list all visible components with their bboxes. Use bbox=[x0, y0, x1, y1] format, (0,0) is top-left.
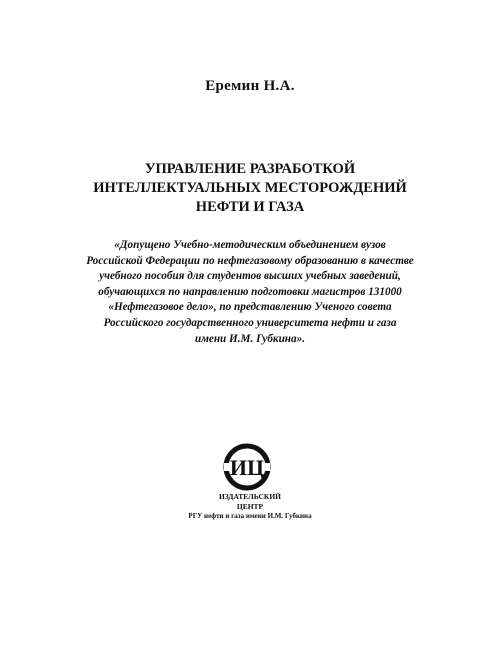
book-title bbox=[0, 160, 500, 217]
author-name: Еремин Н.А. bbox=[205, 78, 295, 94]
publisher-university: РГУ нефти и газа имени И.М. Губкина bbox=[188, 512, 312, 520]
title-line: НЕФТИ И ГАЗА bbox=[195, 199, 305, 215]
approval-line: Российского государственного университета нефти и газа bbox=[103, 316, 397, 329]
approval-line: Российской Федерации по нефтегазовому образованию в качестве bbox=[86, 254, 414, 267]
publisher-logo-icon bbox=[222, 442, 272, 492]
approval-statement bbox=[0, 238, 500, 347]
approval-line: «Нефтегазовое дело», по представлению Ученого совета bbox=[108, 301, 392, 314]
publisher-block bbox=[0, 492, 500, 522]
publisher-line: ИЗДАТЕЛЬСКИЙ bbox=[218, 492, 282, 501]
publisher-logo-graphic bbox=[222, 442, 272, 492]
title-line: ИНТЕЛЛЕКТУАЛЬНЫХ МЕСТОРОЖДЕНИЙ bbox=[93, 180, 407, 196]
approval-line: «Допущено Учебно-методическим объединением вузов bbox=[114, 239, 386, 251]
title-line: УПРАВЛЕНИЕ РАЗРАБОТКОЙ bbox=[144, 161, 356, 177]
logo-letters: ИЦ bbox=[229, 455, 265, 480]
approval-line: учебного пособия для студентов высших учебных заведений, bbox=[99, 270, 401, 283]
approval-line: имени И.М. Губкина». bbox=[194, 332, 306, 345]
publisher-line: ЦЕНТР bbox=[236, 501, 264, 511]
approval-line: обучающихся по направлению подготовки магистров 131000 bbox=[98, 285, 402, 298]
